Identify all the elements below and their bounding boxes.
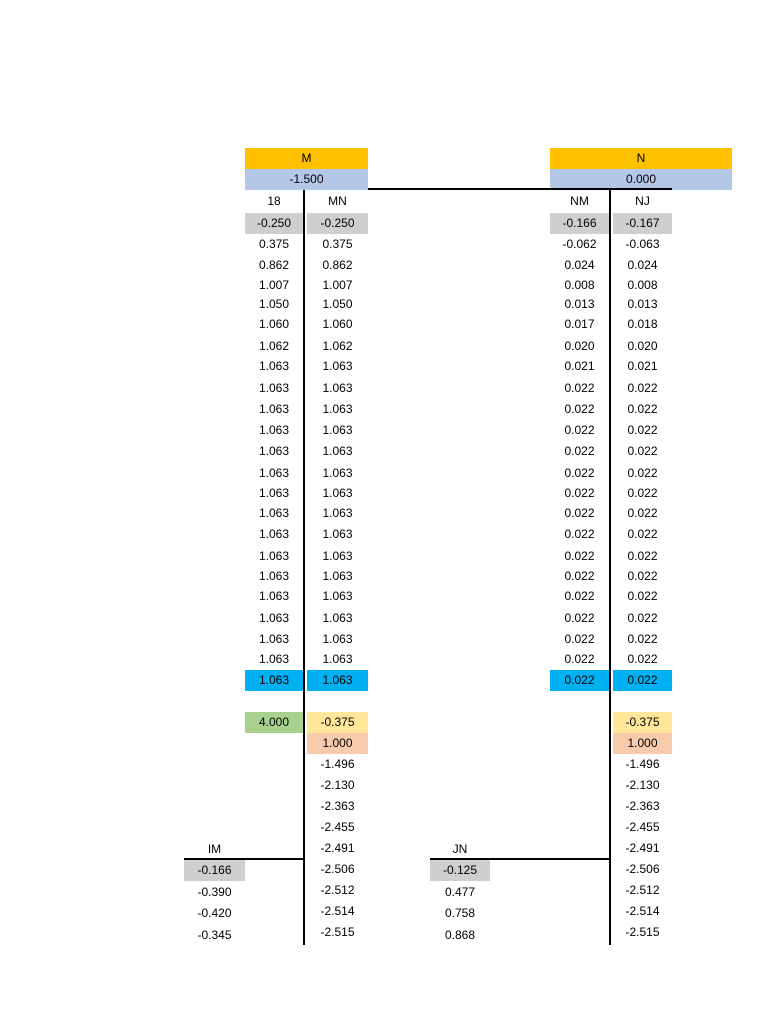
- col-nm-cell: 0.022: [564, 569, 595, 583]
- col-18-cell: 1.063: [258, 589, 290, 603]
- lower-mn-cell: -2.515: [320, 925, 355, 939]
- col-mn-cell: 1.063: [322, 359, 353, 373]
- lower-mn-cell: -2.506: [320, 862, 355, 876]
- col-nj-cell: 0.022: [627, 589, 658, 603]
- col-mn-header: MN: [328, 194, 347, 208]
- col-18-cell: 1.063: [258, 444, 290, 458]
- col-18-cell: 0.375: [258, 237, 290, 251]
- col-mn-cell: 1.063: [307, 670, 368, 691]
- col-nm-cell: 0.008: [564, 278, 595, 292]
- lower-nj-cell: -2.515: [625, 925, 660, 939]
- green-value-cell: 4.000: [245, 712, 303, 733]
- node-m-label: M: [245, 148, 368, 169]
- col-18-cell: 1.050: [258, 297, 290, 311]
- col-mn-cell: 1.063: [322, 569, 353, 583]
- col-nj-header: NJ: [635, 194, 650, 208]
- col-nm-cell: 0.022: [564, 506, 595, 520]
- col-18-cell: 1.063: [258, 611, 290, 625]
- col-mn-cell: 1.063: [322, 402, 353, 416]
- col-nj-cell: 0.022: [627, 381, 658, 395]
- col-18-cell: 1.063: [258, 423, 290, 437]
- lower-mn-cell: -2.130: [320, 778, 355, 792]
- lower-nj-cell: -2.363: [625, 799, 660, 813]
- col-nm-cell: 0.022: [564, 527, 595, 541]
- col-mn-cell: 1.063: [322, 549, 353, 563]
- node-m-value: -1.500: [245, 169, 368, 190]
- lower-nj-cell: -2.455: [625, 820, 660, 834]
- lower-nj-cell: -2.491: [625, 841, 660, 855]
- nj-peach-cell: 1.000: [613, 733, 672, 754]
- col-im-cell: -0.166: [184, 860, 245, 881]
- col-jn-cell: -0.125: [430, 860, 490, 881]
- col-im-cell: -0.420: [197, 906, 232, 920]
- col-mn-cell: 1.063: [322, 589, 353, 603]
- col-jn-cell: 0.758: [444, 906, 476, 920]
- col-nm-cell: 0.021: [564, 359, 595, 373]
- col-nm-header: NM: [570, 194, 589, 208]
- vertical-line-n: [609, 190, 611, 945]
- col-nj-cell: 0.022: [627, 444, 658, 458]
- col-mn-cell: 1.063: [322, 632, 353, 646]
- col-nj-cell: 0.022: [627, 402, 658, 416]
- lower-nj-cell: -2.506: [625, 862, 660, 876]
- lower-mn-cell: -2.514: [320, 904, 355, 918]
- node-n-value: 0.000: [550, 169, 732, 190]
- col-im-cell: -0.390: [197, 884, 232, 899]
- vertical-line-m: [303, 190, 305, 945]
- col-im-cell: -0.345: [197, 927, 232, 942]
- col-nj-cell: 0.022: [627, 611, 658, 625]
- col-18-cell: 1.063: [245, 670, 303, 691]
- col-18-cell: 1.063: [258, 359, 290, 373]
- col-mn-cell: 0.375: [322, 237, 353, 251]
- lower-mn-cell: -2.363: [320, 799, 355, 813]
- col-18-cell: 1.062: [258, 339, 290, 353]
- col-im-header: IM: [207, 842, 222, 856]
- col-nj-cell: 0.022: [627, 466, 658, 480]
- col-nj-cell: 0.022: [613, 670, 672, 691]
- col-18-cell: 1.063: [258, 569, 290, 583]
- col-nj-cell: 0.022: [627, 569, 658, 583]
- nj-yellow-cell: -0.375: [613, 712, 672, 733]
- col-18-cell: -0.250: [245, 213, 303, 234]
- col-18-cell: 1.063: [258, 527, 290, 541]
- col-mn-cell: 1.063: [322, 444, 353, 458]
- col-nj-cell: 0.008: [627, 278, 658, 292]
- col-mn-cell: 1.050: [322, 297, 353, 311]
- col-nj-cell: -0.167: [613, 213, 672, 234]
- col-nm-cell: 0.013: [564, 297, 595, 311]
- col-nj-cell: 0.022: [627, 486, 658, 500]
- col-nm-cell: 0.022: [564, 589, 595, 603]
- col-nm-cell: 0.022: [564, 423, 595, 437]
- node-n-label: N: [550, 148, 732, 169]
- lower-mn-cell: -2.455: [320, 820, 355, 834]
- lower-nj-cell: -1.496: [625, 757, 660, 771]
- col-nj-cell: 0.022: [627, 527, 658, 541]
- col-nm-cell: 0.022: [564, 381, 595, 395]
- mn-peach-cell: 1.000: [307, 733, 368, 754]
- col-nm-cell: 0.022: [564, 549, 595, 563]
- col-nj-cell: 0.024: [627, 258, 658, 272]
- col-18-header: 18: [267, 194, 281, 208]
- col-mn-cell: 1.062: [322, 339, 353, 353]
- col-jn-cell: 0.477: [444, 884, 476, 899]
- col-nm-cell: 0.024: [564, 258, 595, 272]
- col-18-cell: 1.063: [258, 402, 290, 416]
- col-nm-cell: 0.022: [564, 486, 595, 500]
- col-mn-cell: 1.007: [322, 278, 353, 292]
- col-18-cell: 1.063: [258, 506, 290, 520]
- col-nm-cell: 0.017: [564, 317, 595, 331]
- col-nm-cell: 0.020: [564, 339, 595, 353]
- lower-mn-cell: -1.496: [320, 757, 355, 771]
- lower-mn-cell: -2.512: [320, 883, 355, 897]
- col-nj-cell: 0.020: [627, 339, 658, 353]
- col-mn-cell: 1.063: [322, 381, 353, 395]
- col-nj-cell: 0.022: [627, 506, 658, 520]
- col-18-cell: 1.060: [258, 317, 290, 331]
- col-nj-cell: 0.018: [627, 317, 658, 331]
- col-mn-cell: -0.250: [307, 213, 368, 234]
- col-mn-cell: 1.063: [322, 652, 353, 666]
- col-18-cell: 0.862: [258, 258, 290, 272]
- col-18-cell: 1.063: [258, 632, 290, 646]
- col-jn-cell: 0.868: [444, 927, 476, 942]
- col-nm-cell: -0.062: [562, 237, 597, 251]
- col-nm-cell: 0.022: [564, 652, 595, 666]
- col-mn-cell: 1.063: [322, 486, 353, 500]
- col-18-cell: 1.007: [258, 278, 290, 292]
- col-nj-cell: 0.022: [627, 549, 658, 563]
- col-nj-cell: 0.022: [627, 652, 658, 666]
- col-mn-cell: 1.063: [322, 423, 353, 437]
- col-nj-cell: 0.013: [627, 297, 658, 311]
- lower-nj-cell: -2.512: [625, 883, 660, 897]
- col-nj-cell: -0.063: [625, 237, 660, 251]
- col-nm-cell: 0.022: [550, 670, 609, 691]
- col-18-cell: 1.063: [258, 652, 290, 666]
- col-mn-cell: 0.862: [322, 258, 353, 272]
- col-nm-cell: 0.022: [564, 466, 595, 480]
- col-18-cell: 1.063: [258, 486, 290, 500]
- col-18-cell: 1.063: [258, 549, 290, 563]
- col-nj-cell: 0.022: [627, 423, 658, 437]
- col-mn-cell: 1.060: [322, 317, 353, 331]
- col-nm-cell: 0.022: [564, 632, 595, 646]
- col-nj-cell: 0.021: [627, 359, 658, 373]
- col-nm-cell: 0.022: [564, 444, 595, 458]
- beam-line-mn: [368, 188, 672, 190]
- col-nm-cell: 0.022: [564, 402, 595, 416]
- col-mn-cell: 1.063: [322, 611, 353, 625]
- col-18-cell: 1.063: [258, 466, 290, 480]
- col-mn-cell: 1.063: [322, 466, 353, 480]
- lower-nj-cell: -2.130: [625, 778, 660, 792]
- col-nm-cell: -0.166: [550, 213, 609, 234]
- col-18-cell: 1.063: [258, 381, 290, 395]
- col-nj-cell: 0.022: [627, 632, 658, 646]
- col-nm-cell: 0.022: [564, 611, 595, 625]
- mn-yellow-cell: -0.375: [307, 712, 368, 733]
- col-mn-cell: 1.063: [322, 506, 353, 520]
- col-mn-cell: 1.063: [322, 527, 353, 541]
- lower-nj-cell: -2.514: [625, 904, 660, 918]
- col-jn-header: JN: [452, 842, 468, 856]
- lower-mn-cell: -2.491: [320, 841, 355, 855]
